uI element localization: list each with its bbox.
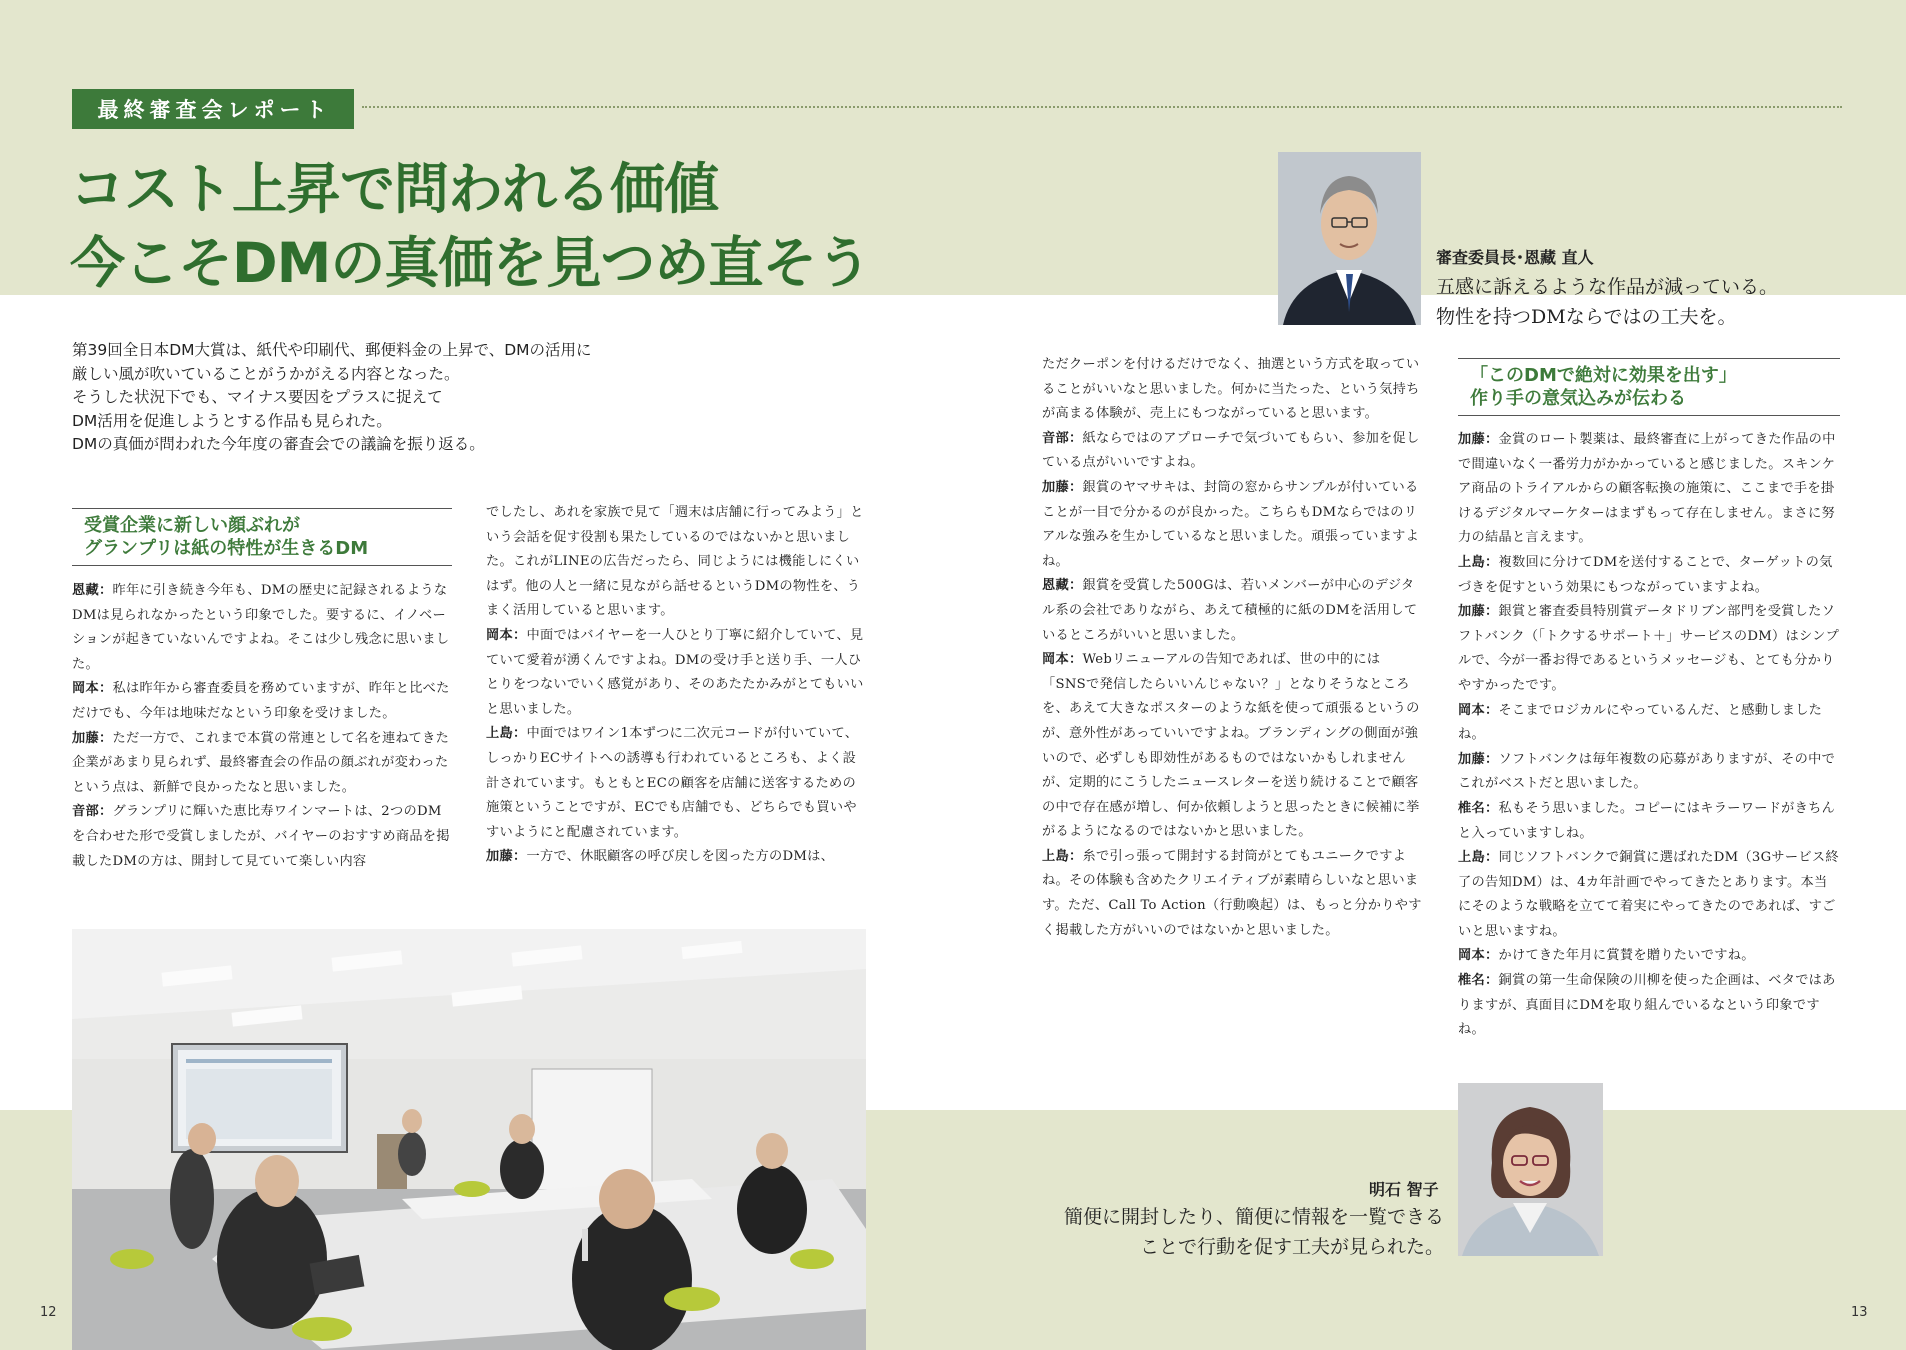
body-paragraph [486,845,866,870]
body-paragraph [1042,476,1422,574]
paragraph-text: 同じソフトバンクで銅賞に選ばれたDM（3Gサービス終了の告知DM）は、4カ年計画でやってきたとあります。本当にそのような戦略を立てて着実にやってきたのであれば、すごいと思いますね。 [1458,850,1839,939]
speaker-prefix: 上島： [486,726,527,742]
body-paragraph [1042,574,1422,648]
body-paragraph [72,677,452,726]
body-paragraph [1458,748,1840,797]
paragraph-text: グランプリに輝いた恵比寿ワインマートは、2つのDMを合わせた形で受賞しましたが、バイヤーのおすすめ商品を掲載したDMの方は、開封して見ていて楽しい内容 [72,804,450,869]
paragraph-text: かけてきた年月に賞賛を贈りたいですね。 [1498,948,1755,964]
body-paragraph [1458,944,1840,969]
speaker-prefix: 上島： [1458,554,1499,570]
paragraph-text: 一方で、休眠顧客の呼び戻しを図った方のDMは、 [526,849,835,865]
page-number-right: 13 [1851,1305,1868,1320]
body-paragraph [1458,428,1840,551]
speaker-prefix: 椎名： [1458,973,1499,989]
meeting-room-photo [72,929,866,1350]
body-paragraph [1458,600,1840,698]
paragraph-text: 銅賞の第一生命保険の川柳を使った企画は、ベタではありますが、真面目にDMを取り組んでいるなという印象ですね。 [1458,973,1836,1038]
speaker-prefix: 上島： [1042,848,1083,864]
paragraph-text: 私もそう思いました。コピーにはキラーワードがきちんと入っていますしね。 [1458,800,1836,841]
paragraph-text: ソフトバンクは毎年複数の応募がありますが、その中でこれがベストだと思いました。 [1458,751,1836,792]
section-tag: 最終審査会レポート [72,89,354,129]
body-column-4 [1458,428,1840,1043]
paragraph-text: でしたし、あれを家族で見て「週末は店舗に行ってみよう」という会話を促す役割も果たしているのではないかと思いました。これがLINEの広告だったら、同じようには機能しにくいはず。他の人と一緒に見ながら話せるというDMの物性を、うまく活用していると思います。 [486,505,864,619]
body-column-3 [1042,353,1422,943]
body-paragraph [72,727,452,801]
section-heading-1 [72,508,452,566]
chairman-quote [1436,272,1778,332]
paragraph-text: 中面ではワイン1本ずつに二次元コードが付いていて、しっかりECサイトへの誘導も行われているところも、よく設計されています。もともとECの顧客を店舗に送客するための施策ということですが、ECでも店舗でも、どちらでも買いやすいようにと配慮されています。 [486,726,859,840]
body-paragraph [1042,427,1422,476]
portrait-chairman-photo [1278,152,1421,325]
body-column-1 [72,579,452,874]
lead-paragraph [72,339,592,457]
body-paragraph [1458,969,1840,1043]
heading-line: 受賞企業に新しい顔ぶれが [84,515,300,536]
title-line: 今こそDMの真価を見つめ直そう [70,231,871,295]
paragraph-text: Webリニューアルの告知であれば、世の中的には「SNSで発信したらいいんじゃない？」となりそうなところを、あえて大きなポスターのような紙を使って頑張るというのが、意外性があっていいですよね。ブランディングの側面が強いので、必ずしも即効性があるものではないかもしれませんが、定期的にこうしたニュースレターを送り続けることで顧客の中で存在感が増し、何か依頼しようと思ったときに候補に挙がるようになるのではないかと思いました。 [1042,652,1420,840]
lead-line: 第39回全日本DM大賞は、紙代や印刷代、郵便料金の上昇で、DMの活用に [72,341,592,359]
akashi-quote [1064,1202,1444,1262]
speaker-name-akashi: 明石 智子 [1369,1180,1439,1199]
paragraph-text: 紙ならではのアプローチで気づいてもらい、参加を促している点がいいですよね。 [1042,430,1420,471]
paragraph-text: 中面ではバイヤーを一人ひとり丁寧に紹介していて、見ていて愛着が湧くんですよね。DMの受け手と送り手、一人ひとりをつないでいく感覚があり、そのあたたかみがとてもいいと思いました。 [486,627,864,717]
quote-line: 簡便に開封したり、簡便に情報を一覧できる [1063,1206,1444,1228]
body-paragraph [72,579,452,677]
speaker-prefix: 加藤： [1458,751,1499,767]
paragraph-text: 金賞のロート製薬は、最終審査に上がってきた作品の中で間違いなく一番労力がかかっていると感じました。スキンケア商品のトライアルからの顧客転換の施策に、ここまで手を掛けるデジタルマーケターはまずもって存在しません。まさに努力の結晶と言えます。 [1458,432,1836,546]
body-paragraph [72,800,452,874]
paragraph-text: 昨年に引き続き今年も、DMの歴史に記録されるようなDMは見られなかったという印象でした。要するに、イノベーションが起きていないんですよね。そこは少し残念に思いました。 [72,583,450,672]
speaker-prefix: 加藤： [72,730,113,746]
paragraph-text: 複数回に分けてDMを送付することで、ターゲットの気づきを促すという効果にもつながっていますよね。 [1458,554,1833,595]
lead-line: 厳しい風が吹いていることがうかがえる内容となった。 [72,364,460,383]
lead-line: DM活用を促進しようとする作品も見られた。 [72,411,392,430]
speaker-prefix: 恩藏： [72,583,113,598]
body-paragraph [1458,797,1840,846]
paragraph-text: ただ一方で、これまで本賞の常連として名を連ねてきた企業があまり見られず、最終審査会の作品の顔ぶれが変わったという点は、新鮮で良かったなと思いました。 [72,730,450,795]
paragraph-text: 私は昨年から審査委員を務めていますが、昨年と比べただけでも、今年は地味だなという印象を受けました。 [72,681,450,721]
body-paragraph [1458,551,1840,600]
paragraph-text: 糸で引っ張って開封する封筒がとてもユニークですよね。その体験も含めたクリエイティブが素晴らしいなと思います。ただ、Call To Action（行動喚起）は、もっと分かりやすく掲載した方がいいのではないかと思いました。 [1042,848,1422,938]
body-paragraph [1042,648,1422,845]
paragraph-text: 銀賞と審査委員特別賞データドリブン部門を受賞したソフトバンク（「トクするサポート＋」サービスのDM）はシンプルで、今が一番お得であるというメッセージも、とても分かりやすかったです。 [1458,604,1840,693]
heading-line: 「このDMで絶対に効果を出す」 [1470,365,1737,386]
speaker-prefix: 恩藏： [1042,578,1083,594]
quote-line: ことで行動を促す工夫が見られた。 [1139,1236,1444,1258]
body-paragraph [486,722,866,845]
paragraph-text: 銀賞のヤマサキは、封筒の窓からサンプルが付いていることが一目で分かるのが良かった。こちらもDMならではのリアルな強みを生かしているなと思いました。頑張っていますよね。 [1042,479,1420,569]
speaker-prefix: 岡本： [486,627,527,643]
speaker-prefix: 音部： [72,804,113,820]
speaker-prefix: 加藤： [486,849,527,865]
portrait-akashi-photo [1458,1083,1603,1256]
body-paragraph [486,501,866,624]
paragraph-text: 銀賞を受賞した500Gは、若いメンバーが中心のデジタル系の会社でありながら、あえて積極的に紙のDMを活用しているところがいいと思いました。 [1042,578,1418,643]
quote-line: 物性を持つDMならではの工夫を。 [1436,306,1737,328]
title-line: コスト上昇で問われる価値 [70,157,719,221]
quote-line: 五感に訴えるような作品が減っている。 [1436,276,1779,298]
heading-line: 作り手の意気込みが伝わる [1470,388,1686,409]
lead-line: DMの真価が問われた今年度の審査会での議論を振り返る。 [72,435,485,453]
body-paragraph [486,624,866,722]
heading-line: グランプリは紙の特性が生きるDM [84,538,369,559]
body-paragraph [1042,353,1422,427]
speaker-prefix: 岡本： [1458,702,1499,718]
body-paragraph [1458,699,1840,748]
speaker-prefix: 加藤： [1458,432,1499,447]
speaker-prefix: 上島： [1458,850,1499,866]
speaker-prefix: 岡本： [1042,652,1083,668]
speaker-name-chairman: 審査委員長･恩藏 直人 [1436,248,1594,267]
dotted-rule [362,106,1842,108]
section-heading-2 [1458,358,1840,416]
speaker-prefix: 音部： [1042,430,1083,446]
page-title [70,152,870,300]
page-number-left: 12 [40,1305,57,1320]
body-paragraph [1458,846,1840,944]
speaker-prefix: 加藤： [1042,479,1083,495]
lead-line: そうした状況下でも、マイナス要因をプラスに捉えて [72,388,443,406]
speaker-prefix: 加藤： [1458,604,1499,620]
paragraph-text: そこまでロジカルにやっているんだ、と感動しましたね。 [1458,702,1823,743]
speaker-prefix: 岡本： [1458,948,1499,964]
paragraph-text: ただクーポンを付けるだけでなく、抽選という方式を取っていることがいいなと思いました。何かに当たった、という気持ちが高まる体験が、売上にもつながっていると思います。 [1042,357,1420,422]
body-paragraph [1042,845,1422,943]
speaker-prefix: 岡本： [72,681,113,697]
body-column-2 [486,501,866,870]
speaker-prefix: 椎名： [1458,800,1499,816]
